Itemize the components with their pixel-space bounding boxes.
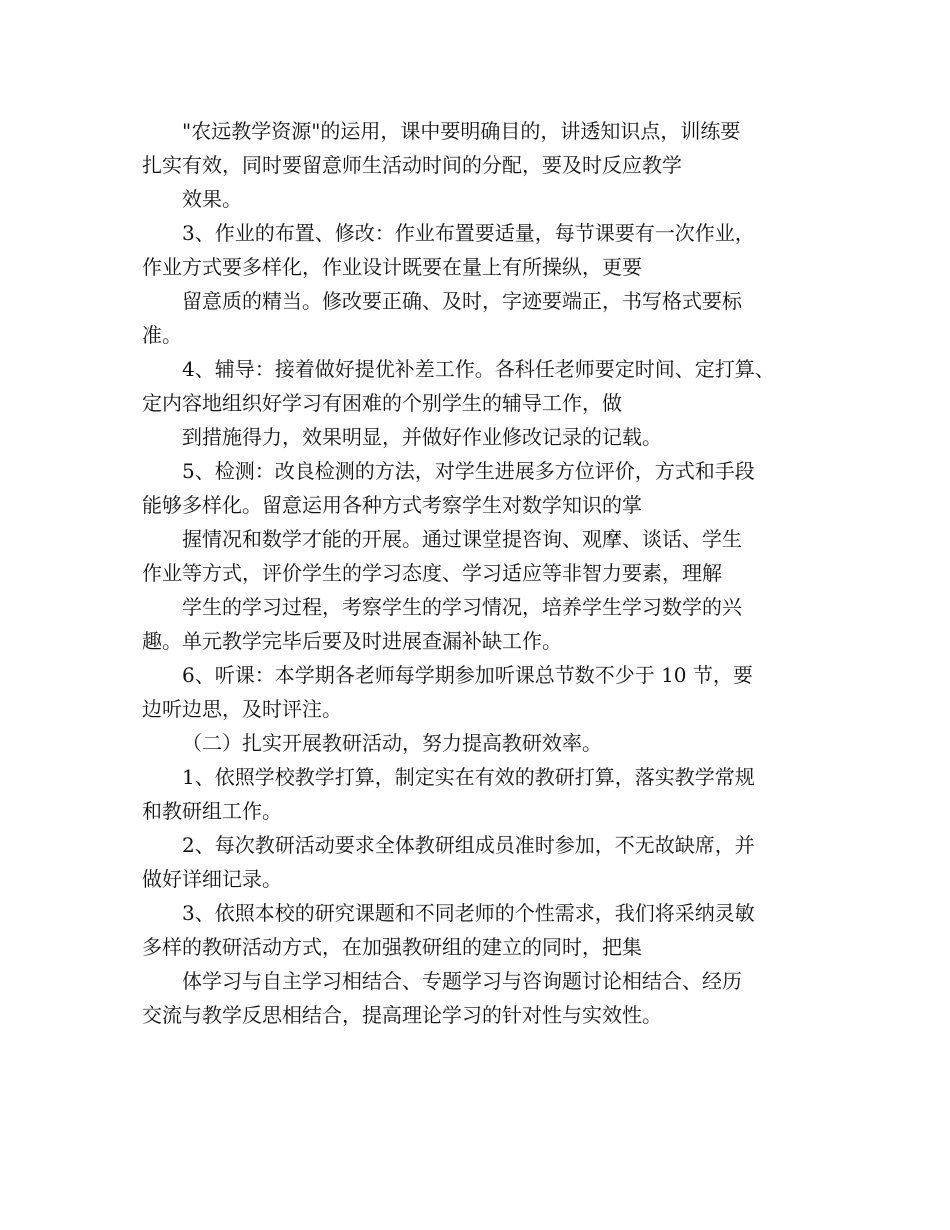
text-line: 交流与教学反思相结合，提高理论学习的针对性与实效性。 xyxy=(142,1003,662,1027)
text-line: 作业方式要多样化，作业设计既要在量上有所操纵，更要 xyxy=(142,255,642,279)
text-line: 6、听课：本学期各老师每学期参加听课总节数不少于 10 节，要 xyxy=(182,663,753,687)
document-body xyxy=(142,114,822,1032)
text-line: 4、辅导：接着做好提优补差工作。各科任老师要定时间、定打算、 xyxy=(182,357,775,381)
text-line: 边听边思，及时评注。 xyxy=(142,697,342,721)
text-line: 定内容地组织好学习有困难的个别学生的辅导工作，做 xyxy=(142,391,622,415)
text-line: 准。 xyxy=(142,323,182,347)
text-line: 5、检测：改良检测的方法，对学生进展多方位评价，方式和手段 xyxy=(182,459,755,483)
text-line: 和教研组工作。 xyxy=(142,799,282,823)
text-line: 到措施得力，效果明显，并做好作业修改记录的记载。 xyxy=(182,425,662,449)
text-line: 扎实有效，同时要留意师生活动时间的分配，要及时反应教学 xyxy=(142,153,682,177)
text-line: 多样的教研活动方式，在加强教研组的建立的同时，把集 xyxy=(142,935,642,959)
text-line: 握情况和数学才能的开展。通过课堂提咨询、观摩、谈话、学生 xyxy=(182,527,742,551)
text-line: 3、依照本校的研究课题和不同老师的个性需求，我们将采纳灵敏 xyxy=(182,901,755,925)
text-line: 做好详细记录。 xyxy=(142,867,282,891)
text-line: 趣。单元教学完毕后要及时进展查漏补缺工作。 xyxy=(142,629,562,653)
text-line: 能够多样化。留意运用各种方式考察学生对数学知识的掌 xyxy=(142,493,642,517)
text-line: 学生的学习过程，考察学生的学习情况，培养学生学习数学的兴 xyxy=(182,595,742,619)
text-line: 体学习与自主学习相结合、专题学习与咨询题讨论相结合、经历 xyxy=(182,969,742,993)
text-line: "农远教学资源"的运用，课中要明确目的，讲透知识点，训练要 xyxy=(182,119,741,143)
text-line: 1、依照学校教学打算，制定实在有效的教研打算，落实教学常规 xyxy=(182,765,755,789)
text-line: 3、作业的布置、修改：作业布置要适量，每节课要有一次作业， xyxy=(182,221,755,245)
text-line: 2、每次教研活动要求全体教研组成员准时参加，不无故缺席，并 xyxy=(182,833,755,857)
text-line: 作业等方式，评价学生的学习态度、学习适应等非智力要素，理解 xyxy=(142,561,722,585)
section-heading: （二）扎实开展教研活动，努力提高教研效率。 xyxy=(182,731,602,755)
text-line: 效果。 xyxy=(182,187,242,211)
text-line: 留意质的精当。修改要正确、及时，字迹要端正，书写格式要标 xyxy=(182,289,742,313)
